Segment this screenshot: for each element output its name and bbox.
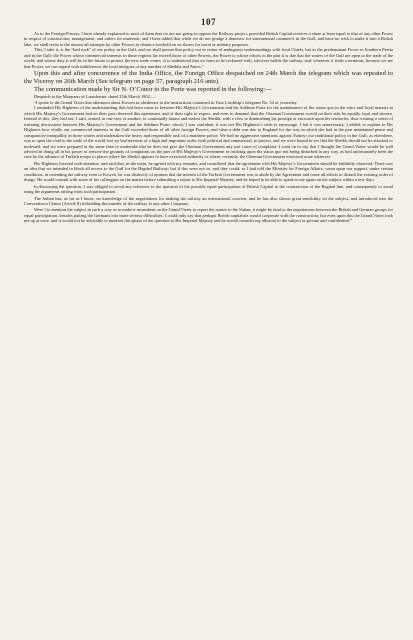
paragraph-grand-vizier: “I spoke to the Grand Vizier this afternoon about Koweit in obedience to the instructions contained in Your Lordship’s telegram No. 54 of yesterday.: [34, 99, 298, 105]
paragraph-sultan-knowledge: The Sultan has, as far as I know, no knowledge of the negotiations for making the railway an international concern, and he has also shown great sensibility on the subject, and introduced into the Convention a Clause (Article 8) forbidding the transfer of the railway to any other Company.: [24, 195, 393, 207]
page-number: 107: [201, 17, 216, 27]
paragraph-foreign-office-telegram: Upon this and after concurrence of the India Office, the Foreign Office despatched on 24th March the telegram which was repeated to the Viceroy on 26th March (See telegram on page 57, paragraph 216 ante).: [24, 70, 393, 85]
paragraph-highness-listened: His Highness listened with attention, and said that, in the main, he agreed with my remarks, and considered that the agreement with His Majesty’s Government should be faithfully observed. There was an idea that we intended to block all access to the Gulf for the Bagdad Railway; but if this were not so, and they could, as I had told the Minister for Foreign Affairs, count upon our support, under certain conditions, in extending the railway even to Koweit, he was distinctly of opinion that the interest of the Turkish Government was to abide by the Agreement and cease all efforts to disturb the existing order of things. He would consult with some of his colleagues on the matter before submitting a report to His Imperial Majesty, and he hoped to be able to speak to me again on the subject within a few days.: [24, 160, 393, 183]
dispatch-heading: Despatch to the Marquess of Lansdowne, dated 25th March 1902.—: [34, 94, 156, 100]
paragraph-discussing-question: In discussing the question, I was obliged to avoid any reference to the question of the possible equal participation of British Capital in the construction of the Bagdad line, and consequently to avoid using the arguments arising from such participation.: [24, 183, 393, 195]
paragraph-bed-rock-policy: This, I take it, is the “bed rock” of our policy in the Gulf, and we shall pursue that policy not in virtue of ambiguous understandings with local Chiefs, but as the predominant Power in Southern Persia and in the Gulf: the Power whose commercial interests in those regions far exceed those of other Powers, the Power to whose efforts in the past it is due that the waters of the Gulf are open to the trade of the world, and whose duty it will be in the future to protect the new trade routes. It is understood that we have to be reckoned with, whoever builds the railway, and, wherever it finds a terminus, because we are that Power, we can regard with indifference the local intrigues of any number of Sheikhs and Amirs.”: [24, 47, 393, 69]
paragraph-mention-subject: Were I to mention the subject in such a way as to make it incumbent on the Grand Vizier to report the matter to the Sultan, it might be fatal to the negotiations between the British and German groups for equal participation, besides putting the Germans into more serious difficulties. I could only say that perhaps British capitalists would cooperate with the construction; but even upon this the Grand Vizier took me up at once, and it would not be advisable to mention this phase of the question to His Imperial Majesty and he would consider my allusion to the subject as private and confidential.”: [24, 207, 393, 224]
paragraph-communication-porte: The communication made by Sir N. O’Conor to the Porte was reported in the following:—: [34, 85, 272, 93]
paragraph-foreign-powers: As to the Foreign Powers, I have already explained to most of them that we are not going to oppose the Railway project, provided British Capital receives a share at least equal to that of any other Power in respect of construction, management, and orders for materials, and I have added that while we do not grudge a domestic for international commerce in the Gulf, and have no wish to make it into a British lake, we shall resist to the utmost all attempts by other Powers to obtain a foothold on its shores for naval or military purposes.: [24, 31, 393, 47]
paragraph-reminded-highness: I reminded His Highness of the understanding that had been come to between His Majesty’s Government and the Sublime Porte for the maintenance of the status quo in the strict and loyal manner in which His Majesty’s Government had on their part observed this agreement, and of their right to expect, and even to demand, that the Ottoman Government would on their side be equally loyal and sincere. Instead of this, they had not, I said, ceased, in one way or another, to continually harass and molest the Sheikh, with a view to diminishing his prestige or encroach upon his territories, thus creating a series of irritating discussions between His Majesty’s Government and the Sublime Porte, which, I was confident, it was not His Highness’s wish to encourage. I felt it was unnecessary, I added, to explain to His Highness how vitally our commercial interests in the Gulf exceeded those of all other foreign Powers, and what a debt was due to England for the way in which she had in the past maintained peace and comparative tranquillity in those waters and undertaken the heavy and responsible task of a maritime police. We had no aggressive intentions against Turkey; our traditional policy in the Gulf, as elsewhere, was to open the road to the trade of the world, but we had interests of a high and important order, both political and commercial, to protect, and we were bound to see that the Sheikh should not be attacked or molested, and we were prepared at the same time to undertake that he does not give the Ottoman Government any just cause of complaint. I went on to say that I thought the Grand Vizier would be well advised in doing all in his power to remove the grounds of complaints on the part of His Majesty’s Government in insisting upon the status quo not being disturbed in any way, as had unfortunately been the case by the advance of Turkish troops to places where the Sheikh appears to have exercised authority or where, certainly, the Ottoman Government exercised none whatever.: [24, 105, 393, 160]
